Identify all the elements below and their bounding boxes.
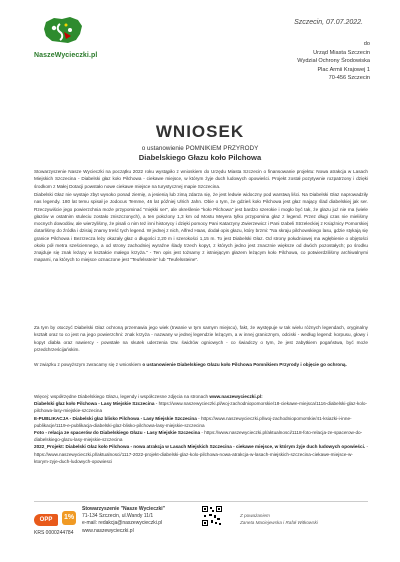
org-address: 71-134 Szczecin, ul.Wandy 11/1 (82, 513, 154, 520)
link-item[interactable] (34, 400, 368, 414)
link-item[interactable] (34, 429, 368, 443)
link-url[interactable]: - https://www.naszewycieczki.pl/aktualnosci/1118-foto-relacja-ze-spacerow-do-diabelskiego-glazu-lasy-miejskie-szczecina (34, 430, 363, 443)
link-label[interactable]: 2022_Projekt: Diabelski Głaz koło Pilchowa - nowa atrakcja w Lasach Miejskich Szczecina - ciekawe miejsce, w którym żyje duch ludowych opowieści. (34, 444, 366, 450)
signature-names: Zaneta Maciejewska i Rafał Witkowski (240, 520, 318, 525)
recipient-line: Wydział Ochrony Środowiska (297, 58, 370, 65)
one-percent-badge: 1% (62, 511, 76, 525)
links-list (34, 393, 368, 465)
link-item[interactable] (34, 443, 368, 465)
link-url[interactable]: - https://www.naszewycieczki.pl/woj-zachodniopomorskie/41-ksiazki-i-inne-publikacje/1119-e-publikacja-diabelski-glaz-blisko-pilchowa-lasy-miejskie-szczecina (34, 415, 352, 428)
link-label: Więcej: współrzędne Diabelskiego Głazu, legendy i współczesne zdjęcia na stronach (34, 394, 210, 399)
recipient-line: Plac Armii Krajowej 1 (317, 66, 370, 73)
organization-info (82, 506, 165, 535)
signature (240, 512, 318, 526)
recipient-line: 70-456 Szczecin (328, 75, 370, 82)
recipient-line: Urząd Miasta Szczecin (313, 49, 370, 56)
request-text: W związku z powyższym zwracamy się z wnioskiem (34, 362, 143, 367)
link-item[interactable] (34, 415, 368, 429)
org-email[interactable]: e-mail: redakcja@naszewycieczki.pl (82, 520, 163, 527)
footer-divider (34, 501, 368, 502)
request-text-bold: o ustanowienie Diabelskiego Głazu koło Pilchowa Pomnikiem Przyrody i objęcie go ochroną. (142, 362, 347, 367)
paragraph-intro: Stowarzyszenie Nasze Wycieczki na początku 2022 roku wystąpiło z wnioskiem do Urzędu Miasta Szczecin o finansowanie projektu: Nowa atrakcja w Lasach Miejskich Szczecina - Diabelski głaz koło Pilchowa - ciekawe miejsce, w którym żyje duch ludowych opowieści. Projekt został pozytywnie rozpatrzony i dzięki środkom z Małej Dotacji powstało nowe ciekawe miejsce na turystycznej mapie Szczecina. (34, 169, 368, 189)
opp-badge: OPP (34, 514, 58, 526)
logo (34, 14, 98, 59)
document-subtitle: o ustanowienie POMNIKIEM PRZYRODY (141, 145, 259, 152)
paragraph-request (34, 361, 368, 368)
signature-closing: Z poważaniem (240, 513, 270, 518)
logo-text: NaszeWycieczki.pl (34, 52, 98, 59)
link-url[interactable]: - https://www.naszewycieczki.pl/aktualnosci/1117-2022-projekt-diabelski-glaz-kolo-pilchowa-nowa-atrakcja-w-lasach-miejskich-szczecina-ciekawe-miejsce-w-ktorym-zyje-duch-ludowych-opowiesci (34, 444, 369, 464)
link-label[interactable]: Diabelski głaz koło Pilchowa - Lasy Miejskie Szczecina (34, 401, 155, 407)
org-name: Stowarzyszenie "Nasze Wycieczki" (82, 506, 166, 512)
recipient-to: do (363, 41, 370, 47)
link-label[interactable]: E-PUBLIKACJA - Diabelski głaz blisko Pilchowa - Lasy Miejskie Szczecina (34, 415, 197, 421)
org-website[interactable]: www.naszewycieczki.pl (82, 527, 134, 534)
document-subtitle-bold: Diabelskiego Głazu koło Pilchowa (138, 153, 262, 162)
krs-number: KRS 0000244784 (34, 530, 74, 536)
paragraph-justification: Za tym by otoczyć Diabelski Głaz ochroną przemawia jego wiek (trwanie w tym samym miejscu), fakt, że występuje w tak wielu różnych legendach, oryginalny kształt oraz to co jest na jego powierzchni: znak krzyża - nazwany w jednej legendzie leżącym, a w innej granicznym, odciski - według legend: korpusu, głowy i kopyt diabła oraz nawiercy - powstałe na skutek uderzenia tzw. świdrów ogniowych - co świadczy o tym, że jest zabytkiem pogaństwa, być może przedchrześcijańskim. (34, 325, 368, 352)
link-url[interactable]: - https://www.naszewycieczki.pl/woj-zachodniopomorskie/18-ciekawe-miejsca/1116-diabelski-glaz-kolo-pilchowa-lasy-miejskie-szczecina (34, 401, 368, 414)
document-title: WNIOSEK (155, 122, 245, 141)
poland-map-icon (40, 14, 86, 46)
paragraph-legends: Diabelski Głaz nie wystaje zbyt wysoko ponad ziemię, a jesienią lub zimą zdarza się, że jest ledwie widoczny pod warstwą liści. Na Diabelski Głaz naprowadziły nas legendy. 180 lat temu spisał je Jodocus Temme, 46 lat później Ulrich Jahn. Obie o tym, że gdzieś koło Pilchowa jest głaz mający ślad diabelskiej jak ser. Rzeczywiście jego powierzchnia może przypominać "miękki ser", ale określenie "koło Pilchowa" jest bardzo szerokie i mogło być tak, że głazu już nie ma (wiele głazów w ostatnim stuleciu zostało zniszczonych), a ten położony 1,3 km od Mostu Meyera tylko przypomina głaz z legend. Przez długi czas nie mieliśmy mocnych dowodów, ale wierzyliśmy, że pisali o nim też inni historycy i dzięki pomocy Pani Katarzyny Zwierzewicz i Pani Izabeli Strzeleckiej z Książnicy Pomorskiej dotarliśmy do źródła i dzisiaj znamy treść tych legend. W jednej z nich, Alfred Haas, dodał opis głazu, który brzmi: "Na skraju pilchowskiego lasu, gdzie stykają się granice Pilchowa i Bezrzecza leży okazały głaz o długości 2,20 m i szerokości 1,15 m. To jest Diabelski Głaz. Od strony południowej ma wgłębienie o objętości około pół metra sześciennego, a od strony zachodniej wyraźne ślady trzech kopyt, z których jedno jest znacznie większe od dwóch pozostałych; po środku znajduje się znak leżący w kształcie małego krzyża." - Ten opis jest tożsamy z istniejącym głazem leżącym koło Pilchowa, co potwierdziliśmy archiwalnymi mapami, na których to miejsce oznaczone jest "Teufelsstein" lub "Teufelssteine". (34, 192, 368, 263)
link-label[interactable]: Foto - relacja ze spacerów do Diabelskiego Głazu - Lasy Miejskie Szczecina (34, 430, 201, 436)
link-url[interactable]: www.naszewycieczki.pl: (209, 394, 263, 399)
link-item[interactable] (34, 393, 368, 400)
document-date: Szczecin, 07.07.2022. (294, 19, 363, 26)
qr-code-icon (202, 506, 222, 526)
recipient-address (297, 40, 370, 83)
